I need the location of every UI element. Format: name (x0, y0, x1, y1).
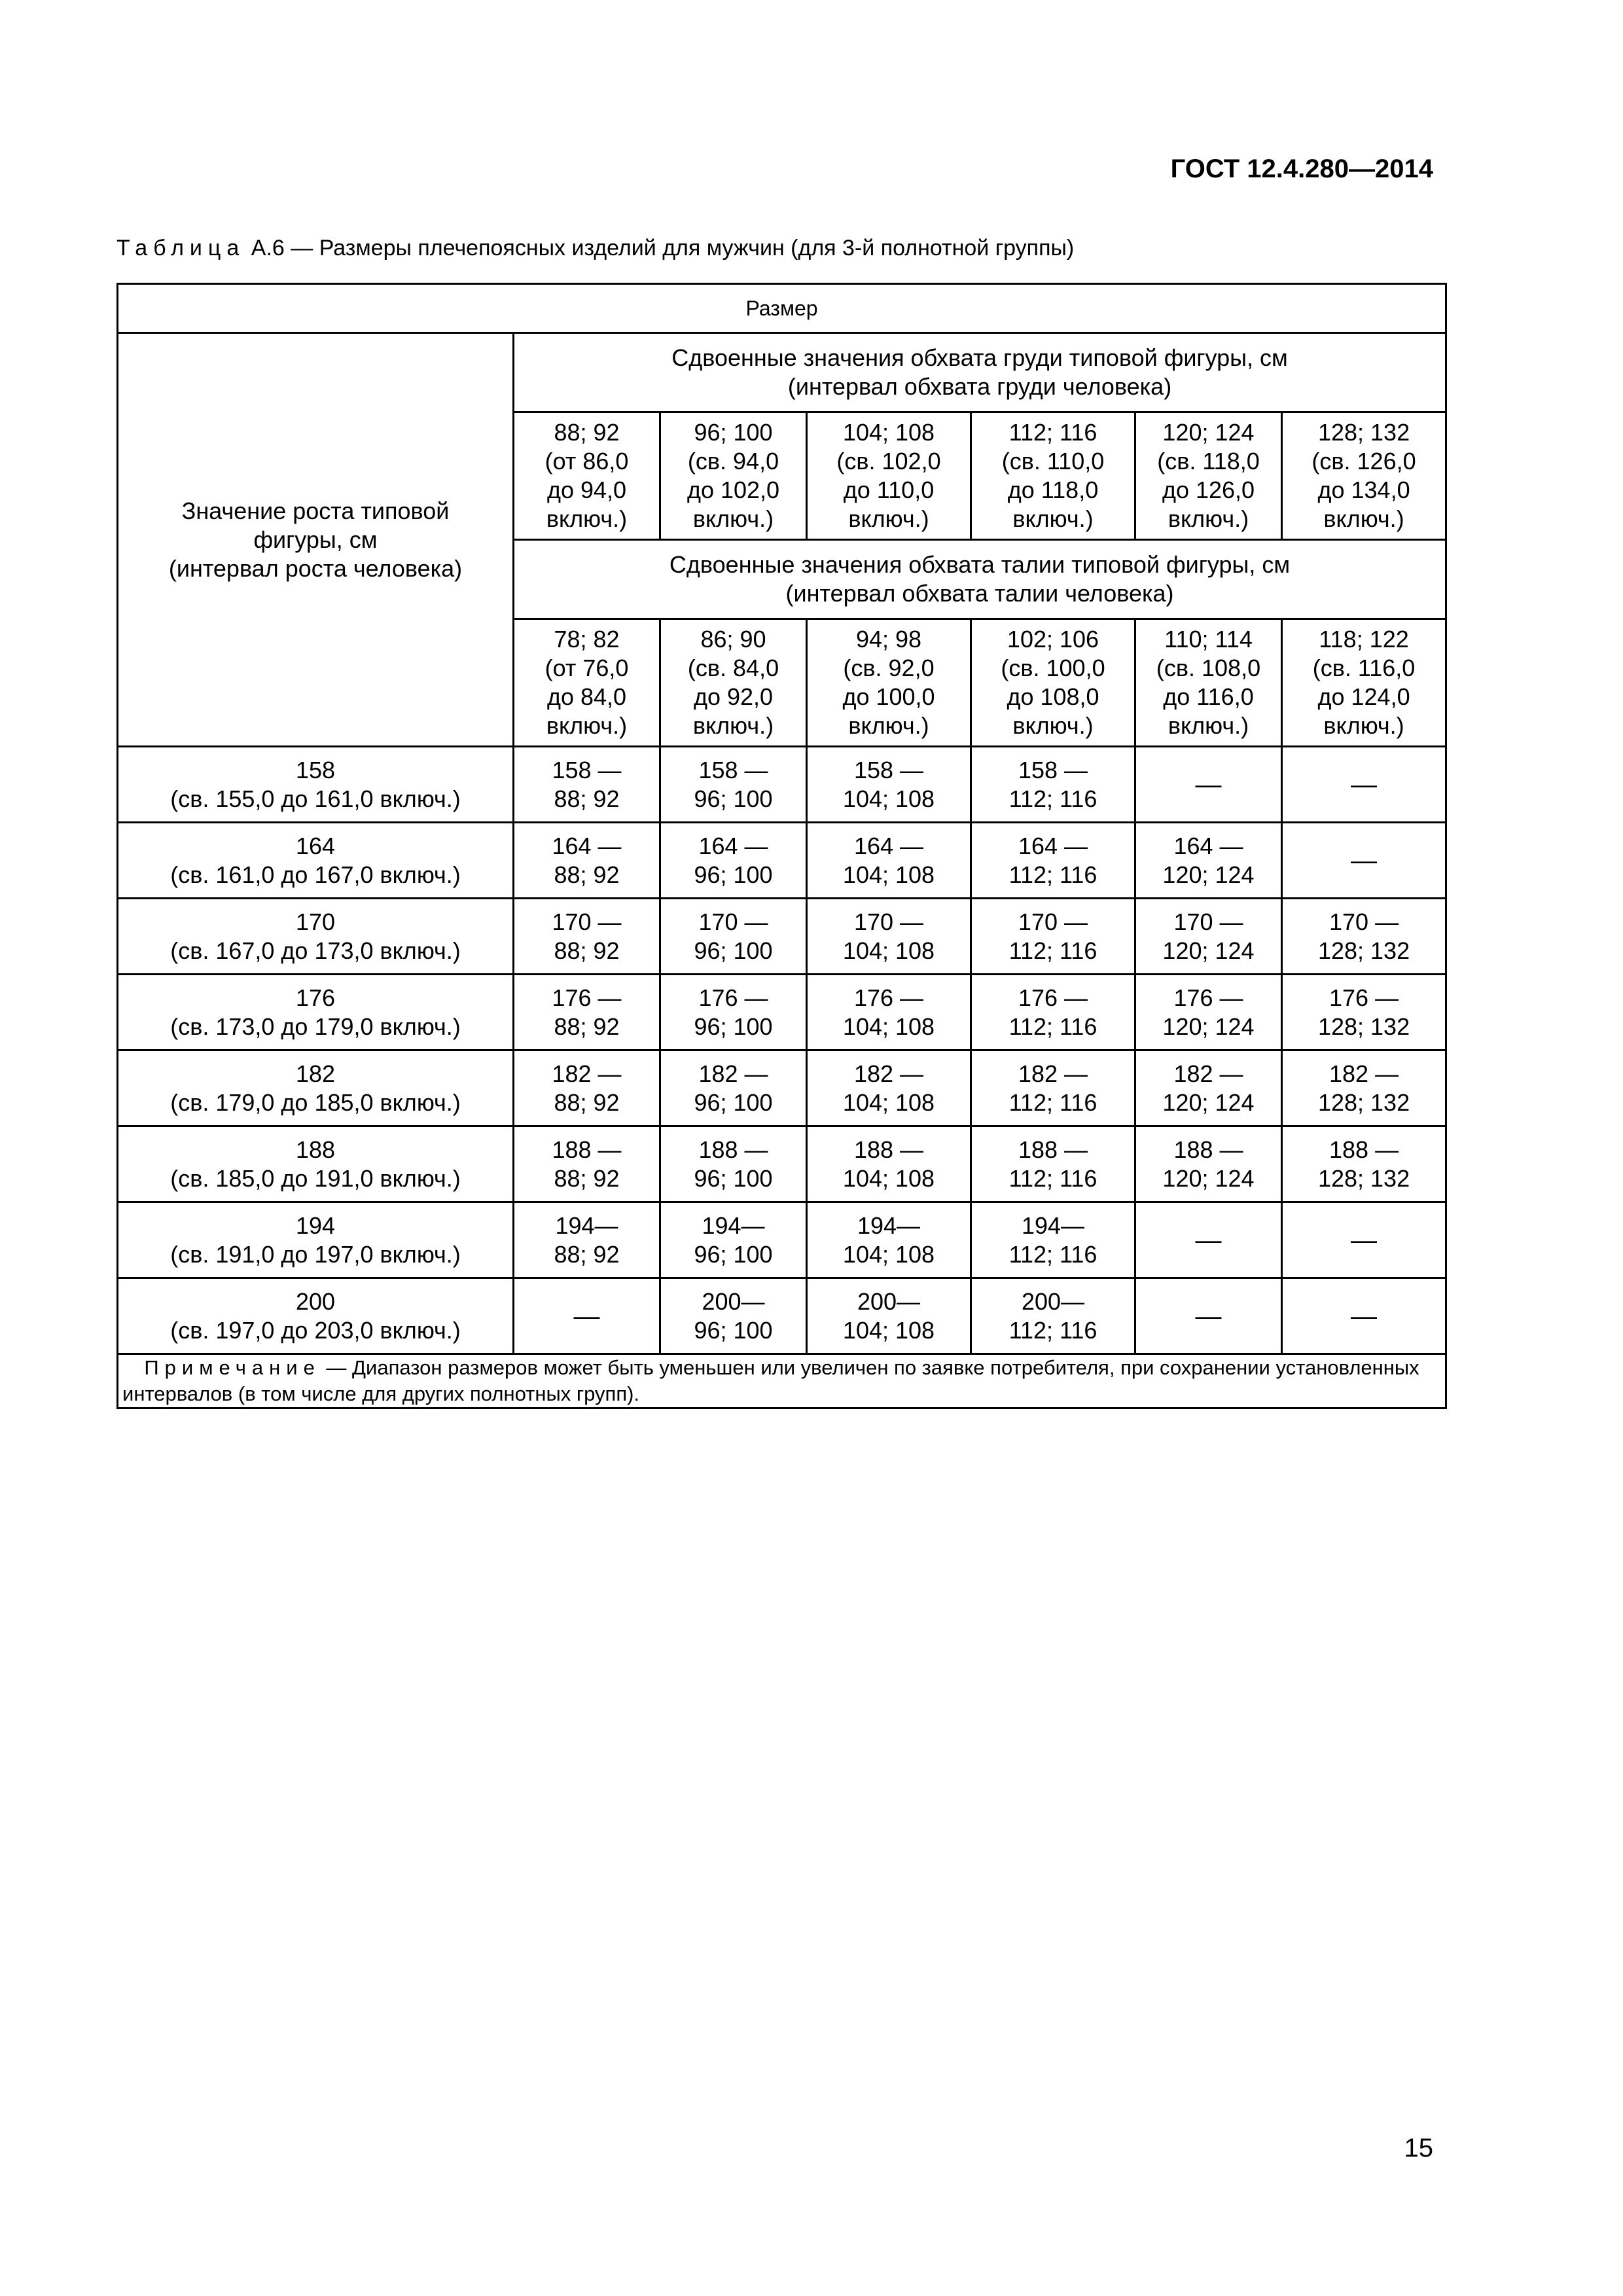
chest-interval-cell (1282, 412, 1446, 540)
size-cell: 188 — 96; 100 (660, 1126, 807, 1202)
size-cell: 188 — 88; 92 (514, 1126, 660, 1202)
document-code: ГОСТ 12.4.280—2014 (1170, 154, 1433, 183)
size-table (116, 283, 1447, 1409)
height-value-cell: 200 (св. 197,0 до 203,0 включ.) (118, 1278, 514, 1354)
chest-interval-line: (св. 102,0 (836, 448, 941, 475)
chest-interval-line: (св. 118,0 (1157, 448, 1260, 475)
chest-interval-line: включ.) (1012, 505, 1094, 532)
waist-interval-cell (1282, 619, 1446, 747)
height-value-cell: 194 (св. 191,0 до 197,0 включ.) (118, 1202, 514, 1278)
size-cell: 182 — 120; 124 (1135, 1050, 1282, 1126)
chest-interval-line: 104; 108 (842, 419, 935, 446)
size-cell: 164 — 88; 92 (514, 823, 660, 899)
size-cell: — (1135, 1278, 1282, 1354)
table-row (118, 899, 1446, 975)
waist-interval-line: включ.) (546, 712, 628, 739)
chest-interval-line: включ.) (1168, 505, 1249, 532)
size-header-row (118, 284, 1446, 333)
size-cell: 176 — 96; 100 (660, 975, 807, 1050)
size-cell: 200— 112; 116 (971, 1278, 1135, 1354)
chest-header (514, 333, 1446, 412)
chest-interval-line: до 94,0 (546, 476, 627, 503)
size-cell: 158 — 104; 108 (807, 747, 971, 823)
size-cell: 182 — 128; 132 (1282, 1050, 1446, 1126)
waist-interval-cell (971, 619, 1135, 747)
waist-header-line: (интервал обхвата талии человека) (785, 580, 1174, 607)
chest-interval-line: (от 86,0 (544, 448, 629, 475)
height-value-cell: 164 (св. 161,0 до 167,0 включ.) (118, 823, 514, 899)
chest-interval-line: до 134,0 (1317, 476, 1410, 503)
waist-interval-line: до 84,0 (546, 683, 627, 710)
size-cell: 176 — 88; 92 (514, 975, 660, 1050)
size-cell: 200— 96; 100 (660, 1278, 807, 1354)
size-cell: 164 — 96; 100 (660, 823, 807, 899)
waist-interval-line: 94; 98 (855, 626, 922, 653)
waist-interval-line: 86; 90 (700, 626, 766, 653)
chest-interval-line: до 110,0 (843, 476, 935, 503)
size-cell: 158 — 96; 100 (660, 747, 807, 823)
table-row (118, 747, 1446, 823)
chest-interval-line: до 126,0 (1162, 476, 1255, 503)
size-cell: 188 — 112; 116 (971, 1126, 1135, 1202)
waist-header (514, 540, 1446, 619)
size-cell: 164 — 120; 124 (1135, 823, 1282, 899)
waist-interval-line: до 108,0 (1007, 683, 1099, 710)
chest-interval-cell (660, 412, 807, 540)
waist-interval-cell (807, 619, 971, 747)
height-value-cell: 170 (св. 167,0 до 173,0 включ.) (118, 899, 514, 975)
size-cell: 188 — 120; 124 (1135, 1126, 1282, 1202)
height-header (118, 333, 514, 747)
size-cell: 170 — 96; 100 (660, 899, 807, 975)
chest-interval-cell (1135, 412, 1282, 540)
size-cell: — (514, 1278, 660, 1354)
size-cell: 158 — 112; 116 (971, 747, 1135, 823)
table-row (118, 823, 1446, 899)
waist-interval-line: до 100,0 (842, 683, 935, 710)
size-cell: 182 — 96; 100 (660, 1050, 807, 1126)
waist-interval-line: (от 76,0 (544, 655, 629, 681)
size-cell: — (1135, 747, 1282, 823)
chest-interval-line: 128; 132 (1317, 419, 1410, 446)
size-cell: 194— 88; 92 (514, 1202, 660, 1278)
waist-interval-cell (660, 619, 807, 747)
waist-interval-line: (св. 116,0 (1312, 655, 1416, 681)
chest-interval-line: 112; 116 (1008, 419, 1097, 446)
chest-interval-line: включ.) (546, 505, 628, 532)
waist-interval-line: 78; 82 (554, 626, 620, 653)
table-note (118, 1354, 1446, 1408)
table-row (118, 1202, 1446, 1278)
height-value-cell: 182 (св. 179,0 до 185,0 включ.) (118, 1050, 514, 1126)
waist-interval-line: (св. 108,0 (1156, 655, 1261, 681)
chest-interval-line: до 102,0 (687, 476, 780, 503)
size-cell: 188 — 128; 132 (1282, 1126, 1446, 1202)
table-caption (116, 236, 1074, 261)
chest-interval-cell (807, 412, 971, 540)
size-cell: — (1282, 1202, 1446, 1278)
size-cell: 176 — 120; 124 (1135, 975, 1282, 1050)
chest-interval-line: 96; 100 (694, 419, 773, 446)
waist-interval-line: 118; 122 (1319, 626, 1409, 653)
size-cell: — (1282, 1278, 1446, 1354)
waist-interval-line: включ.) (1323, 712, 1404, 739)
size-cell: 170 — 112; 116 (971, 899, 1135, 975)
table-row (118, 1126, 1446, 1202)
waist-header-line: Сдвоенные значения обхвата талии типовой фигуры, см (669, 551, 1291, 578)
chest-interval-line: 120; 124 (1162, 419, 1255, 446)
height-header-line: Значение роста типовой (181, 497, 450, 524)
height-header-line: фигуры, см (253, 526, 378, 553)
note-text: — Диапазон размеров может быть уменьшен или увеличен по заявке потребителя, при сохранении установленных интервалов (в том числе для других полнотных групп). (122, 1356, 1419, 1405)
size-cell: 200— 104; 108 (807, 1278, 971, 1354)
waist-interval-line: до 116,0 (1163, 683, 1254, 710)
chest-interval-line: включ.) (692, 505, 774, 532)
chest-interval-line: (св. 110,0 (1001, 448, 1105, 475)
chest-interval-line: включ.) (1323, 505, 1404, 532)
size-cell: — (1282, 823, 1446, 899)
page-number: 15 (1404, 2134, 1433, 2162)
chest-interval-line: (св. 94,0 (687, 448, 779, 475)
waist-interval-line: включ.) (848, 712, 929, 739)
table-row (118, 1050, 1446, 1126)
size-cell: 158 — 88; 92 (514, 747, 660, 823)
waist-interval-line: включ.) (1168, 712, 1249, 739)
size-cell: 170 — 120; 124 (1135, 899, 1282, 975)
size-cell: 194— 96; 100 (660, 1202, 807, 1278)
chest-interval-line: включ.) (848, 505, 929, 532)
size-cell: 176 — 128; 132 (1282, 975, 1446, 1050)
caption-label: Таблица (116, 236, 245, 260)
height-value-cell: 188 (св. 185,0 до 191,0 включ.) (118, 1126, 514, 1202)
size-cell: 194— 112; 116 (971, 1202, 1135, 1278)
height-value-cell: 158 (св. 155,0 до 161,0 включ.) (118, 747, 514, 823)
chest-header-row (118, 333, 1446, 412)
chest-interval-line: (св. 126,0 (1311, 448, 1416, 475)
note-row (118, 1354, 1446, 1408)
waist-interval-line: (св. 92,0 (843, 655, 935, 681)
waist-interval-cell (514, 619, 660, 747)
size-cell: 170 — 104; 108 (807, 899, 971, 975)
table-row (118, 1278, 1446, 1354)
waist-interval-line: до 92,0 (693, 683, 774, 710)
waist-interval-cell (1135, 619, 1282, 747)
height-value-cell: 176 (св. 173,0 до 179,0 включ.) (118, 975, 514, 1050)
size-header: Размер (118, 284, 1446, 333)
caption-text: А.6 — Размеры плечепоясных изделий для мужчин (для 3-й полнотной группы) (251, 236, 1075, 260)
waist-interval-line: (св. 84,0 (687, 655, 779, 681)
size-cell: 188 — 104; 108 (807, 1126, 971, 1202)
waist-interval-line: включ.) (1012, 712, 1094, 739)
size-cell: 194— 104; 108 (807, 1202, 971, 1278)
height-header-line: (интервал роста человека) (168, 554, 463, 582)
table-row (118, 975, 1446, 1050)
size-cell: 176 — 104; 108 (807, 975, 971, 1050)
waist-interval-line: включ.) (692, 712, 774, 739)
size-cell: 170 — 88; 92 (514, 899, 660, 975)
waist-interval-line: 102; 106 (1007, 626, 1099, 653)
waist-interval-line: (св. 100,0 (1001, 655, 1105, 681)
size-cell: 182 — 112; 116 (971, 1050, 1135, 1126)
size-cell: 164 — 112; 116 (971, 823, 1135, 899)
chest-interval-cell (514, 412, 660, 540)
chest-interval-cell (971, 412, 1135, 540)
chest-header-line: (интервал обхвата груди человека) (787, 373, 1172, 400)
size-cell: 182 — 88; 92 (514, 1050, 660, 1126)
size-cell: 170 — 128; 132 (1282, 899, 1446, 975)
chest-interval-line: до 118,0 (1007, 476, 1099, 503)
waist-interval-line: до 124,0 (1317, 683, 1410, 710)
size-cell: — (1282, 747, 1446, 823)
chest-header-line: Сдвоенные значения обхвата груди типовой фигуры, см (671, 344, 1288, 371)
waist-interval-line: 110; 114 (1164, 626, 1253, 653)
size-cell: 176 — 112; 116 (971, 975, 1135, 1050)
note-label: Примечание (144, 1356, 321, 1379)
chest-interval-line: 88; 92 (554, 419, 620, 446)
size-cell: 182 — 104; 108 (807, 1050, 971, 1126)
size-cell: — (1135, 1202, 1282, 1278)
size-cell: 164 — 104; 108 (807, 823, 971, 899)
